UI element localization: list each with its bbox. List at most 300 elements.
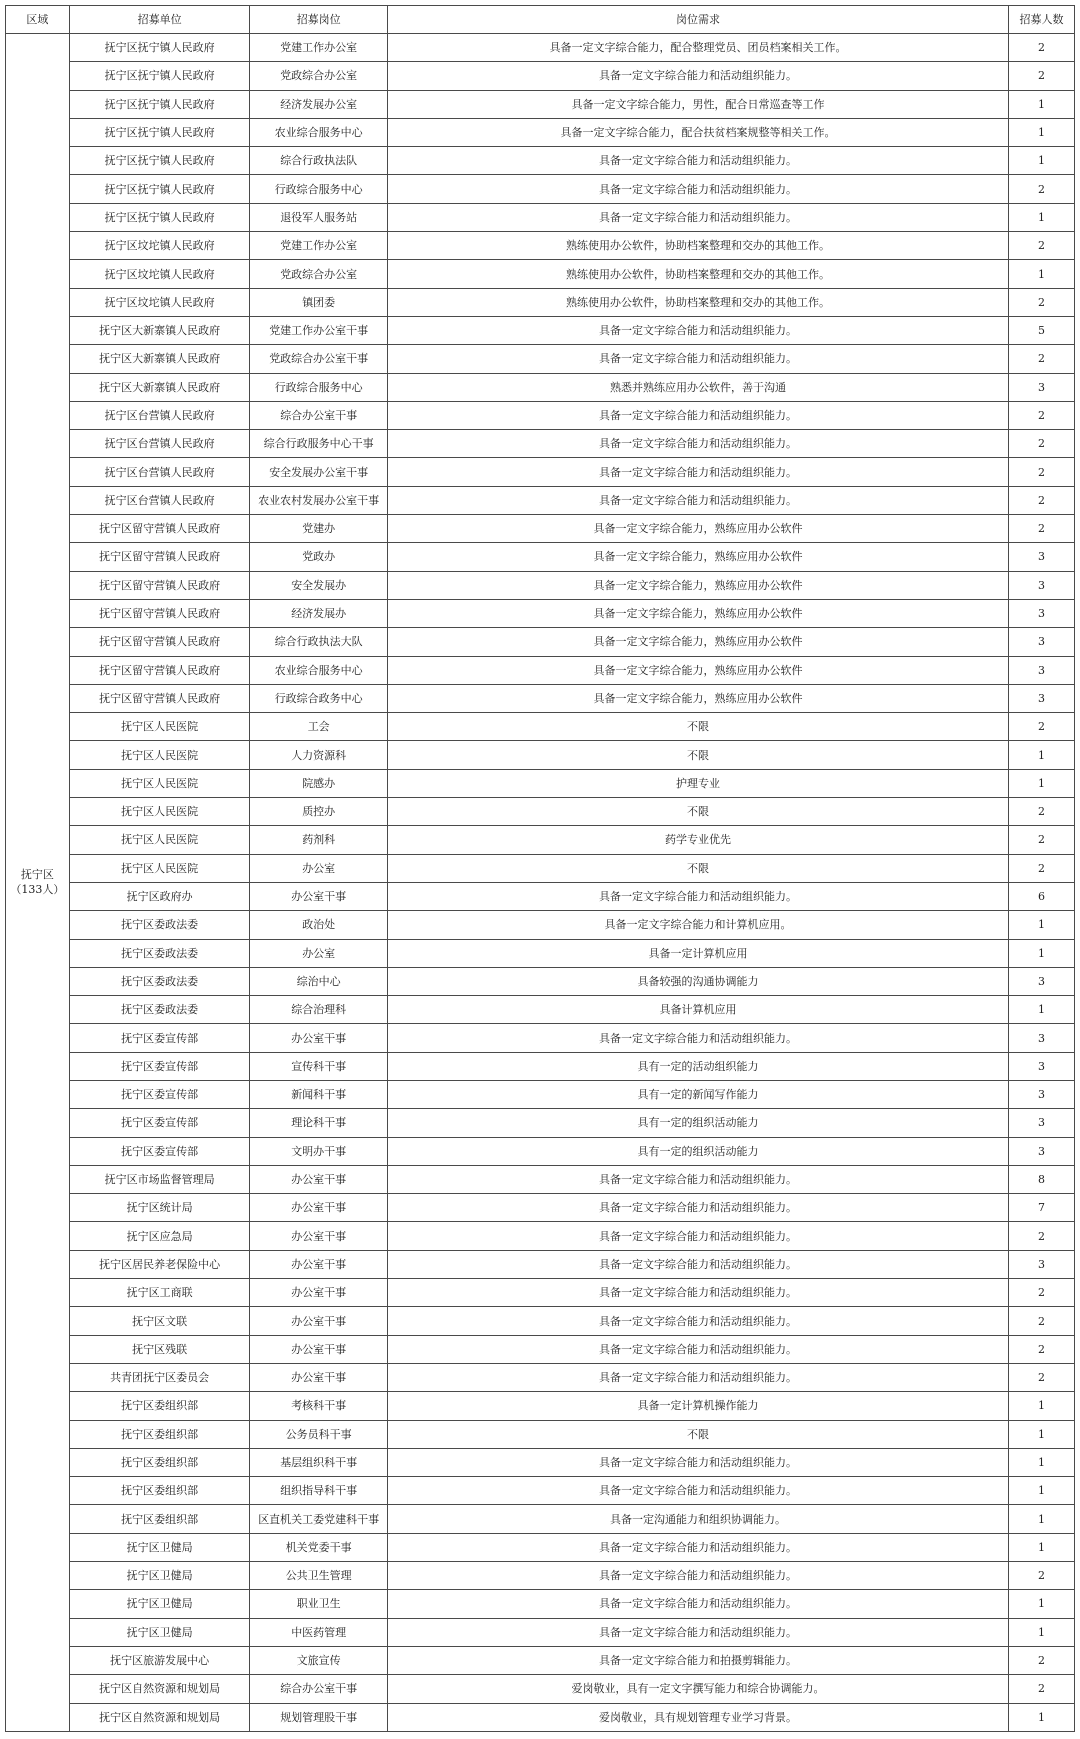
cell-position: 农业综合服务中心 <box>250 118 388 146</box>
cell-requirement: 爱岗敬业，具有一定文字撰写能力和综合协调能力。 <box>388 1675 1009 1703</box>
cell-unit: 抚宁区委政法委 <box>69 996 250 1024</box>
cell-unit: 抚宁区委政法委 <box>69 939 250 967</box>
cell-unit: 抚宁区抚宁镇人民政府 <box>69 203 250 231</box>
cell-position: 工会 <box>250 713 388 741</box>
cell-unit: 共青团抚宁区委员会 <box>69 1363 250 1391</box>
cell-position: 经济发展办公室 <box>250 90 388 118</box>
cell-unit: 抚宁区委组织部 <box>69 1448 250 1476</box>
table-row <box>6 1477 1075 1505</box>
cell-count: 1 <box>1008 911 1074 939</box>
cell-position: 综合办公室干事 <box>250 1675 388 1703</box>
cell-count: 2 <box>1008 826 1074 854</box>
table-row <box>6 62 1075 90</box>
cell-unit: 抚宁区统计局 <box>69 1194 250 1222</box>
cell-requirement: 不限 <box>388 1420 1009 1448</box>
cell-requirement: 具备一定文字综合能力，配合扶贫档案规整等相关工作。 <box>388 118 1009 146</box>
cell-position: 办公室干事 <box>250 1024 388 1052</box>
cell-unit: 抚宁区委组织部 <box>69 1505 250 1533</box>
cell-position: 党政综合办公室 <box>250 62 388 90</box>
cell-requirement: 具备一定文字综合能力，男性，配合日常巡查等工作 <box>388 90 1009 118</box>
cell-count: 1 <box>1008 1448 1074 1476</box>
cell-unit: 抚宁区委政法委 <box>69 911 250 939</box>
table-row <box>6 1533 1075 1561</box>
cell-position: 文明办干事 <box>250 1137 388 1165</box>
cell-position: 办公室干事 <box>250 1307 388 1335</box>
cell-unit: 抚宁区自然资源和规划局 <box>69 1675 250 1703</box>
table-row <box>6 798 1075 826</box>
cell-position: 办公室干事 <box>250 1363 388 1391</box>
cell-requirement: 具备一定文字综合能力和活动组织能力。 <box>388 486 1009 514</box>
cell-requirement: 具备一定文字综合能力和活动组织能力。 <box>388 401 1009 429</box>
cell-position: 党政综合办公室 <box>250 260 388 288</box>
table-row <box>6 684 1075 712</box>
cell-unit: 抚宁区大新寨镇人民政府 <box>69 316 250 344</box>
cell-requirement: 具备一定文字综合能力和活动组织能力。 <box>388 345 1009 373</box>
cell-position: 行政综合服务中心 <box>250 373 388 401</box>
cell-count: 1 <box>1008 1703 1074 1731</box>
cell-requirement: 具备一定文字综合能力，熟练应用办公软件 <box>388 543 1009 571</box>
table-row <box>6 373 1075 401</box>
cell-unit: 抚宁区台营镇人民政府 <box>69 458 250 486</box>
cell-position: 办公室干事 <box>250 1279 388 1307</box>
cell-count: 1 <box>1008 118 1074 146</box>
cell-requirement: 具备一定文字综合能力和计算机应用。 <box>388 911 1009 939</box>
cell-unit: 抚宁区抚宁镇人民政府 <box>69 90 250 118</box>
header-unit: 招募单位 <box>69 6 250 34</box>
cell-position: 行政综合政务中心 <box>250 684 388 712</box>
cell-requirement: 具备一定文字综合能力和活动组织能力。 <box>388 430 1009 458</box>
region-count: （133人） <box>10 883 65 897</box>
cell-count: 3 <box>1008 1024 1074 1052</box>
cell-unit: 抚宁区留守营镇人民政府 <box>69 515 250 543</box>
cell-unit: 抚宁区台营镇人民政府 <box>69 430 250 458</box>
table-row <box>6 826 1075 854</box>
cell-position: 综合治理科 <box>250 996 388 1024</box>
cell-unit: 抚宁区卫健局 <box>69 1562 250 1590</box>
cell-position: 公务员科干事 <box>250 1420 388 1448</box>
table-row <box>6 515 1075 543</box>
cell-position: 安全发展办公室干事 <box>250 458 388 486</box>
table-row <box>6 1618 1075 1646</box>
cell-unit: 抚宁区留守营镇人民政府 <box>69 543 250 571</box>
cell-unit: 抚宁区政府办 <box>69 882 250 910</box>
cell-requirement: 具备一定文字综合能力，配合整理党员、团员档案相关工作。 <box>388 34 1009 62</box>
cell-position: 综合行政服务中心干事 <box>250 430 388 458</box>
cell-unit: 抚宁区卫健局 <box>69 1618 250 1646</box>
cell-requirement: 具备一定文字综合能力，熟练应用办公软件 <box>388 684 1009 712</box>
table-row <box>6 458 1075 486</box>
cell-count: 2 <box>1008 1646 1074 1674</box>
cell-unit: 抚宁区坟坨镇人民政府 <box>69 288 250 316</box>
table-row <box>6 1307 1075 1335</box>
cell-count: 3 <box>1008 684 1074 712</box>
table-row <box>6 571 1075 599</box>
cell-position: 办公室干事 <box>250 1194 388 1222</box>
cell-count: 2 <box>1008 430 1074 458</box>
cell-position: 规划管理股干事 <box>250 1703 388 1731</box>
cell-position: 经济发展办 <box>250 599 388 627</box>
cell-position: 考核科干事 <box>250 1392 388 1420</box>
cell-requirement: 具备一定文字综合能力和拍摄剪辑能力。 <box>388 1646 1009 1674</box>
cell-requirement: 具备一定文字综合能力和活动组织能力。 <box>388 203 1009 231</box>
cell-position: 综合行政执法队 <box>250 147 388 175</box>
table-row <box>6 996 1075 1024</box>
cell-count: 6 <box>1008 882 1074 910</box>
cell-count: 2 <box>1008 232 1074 260</box>
cell-position: 综治中心 <box>250 967 388 995</box>
cell-requirement: 具备一定文字综合能力和活动组织能力。 <box>388 1590 1009 1618</box>
cell-requirement: 不限 <box>388 798 1009 826</box>
table-row <box>6 967 1075 995</box>
cell-unit: 抚宁区自然资源和规划局 <box>69 1703 250 1731</box>
cell-count: 1 <box>1008 90 1074 118</box>
cell-position: 综合办公室干事 <box>250 401 388 429</box>
cell-requirement: 具备一定计算机操作能力 <box>388 1392 1009 1420</box>
table-row <box>6 713 1075 741</box>
cell-count: 3 <box>1008 656 1074 684</box>
cell-count: 2 <box>1008 798 1074 826</box>
cell-unit: 抚宁区大新寨镇人民政府 <box>69 373 250 401</box>
cell-position: 党建工作办公室 <box>250 34 388 62</box>
table-row <box>6 911 1075 939</box>
cell-count: 3 <box>1008 373 1074 401</box>
cell-requirement: 具有一定的新闻写作能力 <box>388 1080 1009 1108</box>
table-row <box>6 1363 1075 1391</box>
cell-count: 2 <box>1008 1335 1074 1363</box>
cell-unit: 抚宁区旅游发展中心 <box>69 1646 250 1674</box>
cell-count: 2 <box>1008 1363 1074 1391</box>
cell-position: 文旅宣传 <box>250 1646 388 1674</box>
region-name: 抚宁区 <box>20 868 54 882</box>
cell-requirement: 具有一定的活动组织能力 <box>388 1052 1009 1080</box>
cell-unit: 抚宁区卫健局 <box>69 1533 250 1561</box>
table-row <box>6 1703 1075 1731</box>
cell-count: 1 <box>1008 1533 1074 1561</box>
cell-unit: 抚宁区大新寨镇人民政府 <box>69 345 250 373</box>
cell-count: 1 <box>1008 260 1074 288</box>
cell-count: 2 <box>1008 713 1074 741</box>
cell-position: 区直机关工委党建科干事 <box>250 1505 388 1533</box>
cell-count: 2 <box>1008 1562 1074 1590</box>
table-row <box>6 656 1075 684</box>
cell-unit: 抚宁区居民养老保险中心 <box>69 1250 250 1278</box>
cell-unit: 抚宁区留守营镇人民政府 <box>69 628 250 656</box>
cell-count: 1 <box>1008 1420 1074 1448</box>
cell-unit: 抚宁区抚宁镇人民政府 <box>69 34 250 62</box>
cell-requirement: 具备一定文字综合能力，熟练应用办公软件 <box>388 628 1009 656</box>
cell-requirement: 具备一定文字综合能力和活动组织能力。 <box>388 316 1009 344</box>
cell-position: 综合行政执法大队 <box>250 628 388 656</box>
cell-count: 2 <box>1008 288 1074 316</box>
table-row <box>6 1562 1075 1590</box>
cell-position: 办公室干事 <box>250 1250 388 1278</box>
cell-position: 党政办 <box>250 543 388 571</box>
table-body <box>6 34 1075 1732</box>
cell-position: 公共卫生管理 <box>250 1562 388 1590</box>
cell-unit: 抚宁区委宣传部 <box>69 1080 250 1108</box>
table-row <box>6 1335 1075 1363</box>
table-row <box>6 1194 1075 1222</box>
cell-position: 退役军人服务站 <box>250 203 388 231</box>
cell-count: 1 <box>1008 1618 1074 1646</box>
cell-requirement: 具备一定文字综合能力和活动组织能力。 <box>388 882 1009 910</box>
table-row <box>6 1080 1075 1108</box>
cell-unit: 抚宁区委组织部 <box>69 1420 250 1448</box>
header-count: 招募人数 <box>1008 6 1074 34</box>
table-row <box>6 741 1075 769</box>
cell-requirement: 爱岗敬业，具有规划管理专业学习背景。 <box>388 1703 1009 1731</box>
cell-position: 农业农村发展办公室干事 <box>250 486 388 514</box>
cell-requirement: 具有一定的组织活动能力 <box>388 1109 1009 1137</box>
cell-requirement: 具备一定沟通能力和组织协调能力。 <box>388 1505 1009 1533</box>
cell-unit: 抚宁区抚宁镇人民政府 <box>69 118 250 146</box>
cell-position: 办公室 <box>250 939 388 967</box>
table-row <box>6 203 1075 231</box>
table-row <box>6 1420 1075 1448</box>
cell-requirement: 具备一定文字综合能力，熟练应用办公软件 <box>388 599 1009 627</box>
cell-count: 2 <box>1008 345 1074 373</box>
recruitment-table <box>5 5 1075 1732</box>
cell-unit: 抚宁区人民医院 <box>69 854 250 882</box>
cell-requirement: 具备一定文字综合能力和活动组织能力。 <box>388 175 1009 203</box>
cell-count: 1 <box>1008 1392 1074 1420</box>
cell-count: 2 <box>1008 401 1074 429</box>
cell-unit: 抚宁区坟坨镇人民政府 <box>69 260 250 288</box>
cell-count: 2 <box>1008 486 1074 514</box>
table-row <box>6 628 1075 656</box>
table-row <box>6 1505 1075 1533</box>
cell-unit: 抚宁区抚宁镇人民政府 <box>69 147 250 175</box>
table-row <box>6 232 1075 260</box>
cell-count: 1 <box>1008 147 1074 175</box>
table-row <box>6 401 1075 429</box>
cell-requirement: 具备一定文字综合能力和活动组织能力。 <box>388 1165 1009 1193</box>
cell-position: 党建办 <box>250 515 388 543</box>
cell-unit: 抚宁区工商联 <box>69 1279 250 1307</box>
cell-unit: 抚宁区委宣传部 <box>69 1024 250 1052</box>
cell-requirement: 具备一定文字综合能力和活动组织能力。 <box>388 1250 1009 1278</box>
cell-unit: 抚宁区人民医院 <box>69 713 250 741</box>
cell-unit: 抚宁区应急局 <box>69 1222 250 1250</box>
cell-unit: 抚宁区留守营镇人民政府 <box>69 656 250 684</box>
cell-unit: 抚宁区委宣传部 <box>69 1137 250 1165</box>
cell-count: 1 <box>1008 1590 1074 1618</box>
cell-requirement: 具备一定文字综合能力和活动组织能力。 <box>388 1477 1009 1505</box>
cell-unit: 抚宁区留守营镇人民政府 <box>69 571 250 599</box>
table-row <box>6 882 1075 910</box>
table-row <box>6 1109 1075 1137</box>
cell-requirement: 具备一定文字综合能力，熟练应用办公软件 <box>388 571 1009 599</box>
cell-requirement: 具备一定文字综合能力和活动组织能力。 <box>388 1335 1009 1363</box>
table-row <box>6 1646 1075 1674</box>
cell-requirement: 药学专业优先 <box>388 826 1009 854</box>
table-row <box>6 1024 1075 1052</box>
cell-count: 1 <box>1008 203 1074 231</box>
cell-requirement: 具备计算机应用 <box>388 996 1009 1024</box>
cell-count: 3 <box>1008 967 1074 995</box>
cell-count: 2 <box>1008 1279 1074 1307</box>
cell-count: 1 <box>1008 939 1074 967</box>
cell-unit: 抚宁区市场监督管理局 <box>69 1165 250 1193</box>
cell-position: 中医药管理 <box>250 1618 388 1646</box>
table-row <box>6 769 1075 797</box>
header-region: 区域 <box>6 6 70 34</box>
table-row <box>6 854 1075 882</box>
cell-requirement: 具备一定文字综合能力和活动组织能力。 <box>388 147 1009 175</box>
cell-position: 理论科干事 <box>250 1109 388 1137</box>
table-row <box>6 430 1075 458</box>
cell-position: 办公室干事 <box>250 1222 388 1250</box>
cell-unit: 抚宁区委宣传部 <box>69 1109 250 1137</box>
table-row <box>6 147 1075 175</box>
header-requirement: 岗位需求 <box>388 6 1009 34</box>
cell-position: 农业综合服务中心 <box>250 656 388 684</box>
cell-position: 基层组织科干事 <box>250 1448 388 1476</box>
cell-unit: 抚宁区卫健局 <box>69 1590 250 1618</box>
cell-position: 安全发展办 <box>250 571 388 599</box>
cell-requirement: 具备一定文字综合能力，熟练应用办公软件 <box>388 515 1009 543</box>
cell-position: 镇团委 <box>250 288 388 316</box>
cell-unit: 抚宁区人民医院 <box>69 826 250 854</box>
cell-count: 2 <box>1008 458 1074 486</box>
cell-count: 3 <box>1008 1109 1074 1137</box>
table-row <box>6 175 1075 203</box>
cell-count: 3 <box>1008 1137 1074 1165</box>
cell-unit: 抚宁区委组织部 <box>69 1392 250 1420</box>
cell-position: 新闻科干事 <box>250 1080 388 1108</box>
table-row <box>6 288 1075 316</box>
cell-count: 2 <box>1008 854 1074 882</box>
cell-position: 办公室干事 <box>250 1165 388 1193</box>
cell-position: 宣传科干事 <box>250 1052 388 1080</box>
cell-requirement: 熟悉并熟练应用办公软件，善于沟通 <box>388 373 1009 401</box>
cell-count: 2 <box>1008 62 1074 90</box>
header-position: 招募岗位 <box>250 6 388 34</box>
cell-count: 5 <box>1008 316 1074 344</box>
cell-requirement: 具有一定的组织活动能力 <box>388 1137 1009 1165</box>
cell-count: 2 <box>1008 515 1074 543</box>
table-row <box>6 599 1075 627</box>
cell-position: 院感办 <box>250 769 388 797</box>
cell-unit: 抚宁区残联 <box>69 1335 250 1363</box>
table-row <box>6 1222 1075 1250</box>
cell-requirement: 具备一定文字综合能力和活动组织能力。 <box>388 1279 1009 1307</box>
cell-count: 3 <box>1008 1080 1074 1108</box>
cell-unit: 抚宁区委组织部 <box>69 1477 250 1505</box>
cell-unit: 抚宁区委政法委 <box>69 967 250 995</box>
cell-position: 办公室干事 <box>250 882 388 910</box>
table-row <box>6 1165 1075 1193</box>
cell-requirement: 具备一定文字综合能力和活动组织能力。 <box>388 1194 1009 1222</box>
cell-requirement: 熟练使用办公软件，协助档案整理和交办的其他工作。 <box>388 288 1009 316</box>
cell-unit: 抚宁区文联 <box>69 1307 250 1335</box>
cell-count: 3 <box>1008 1052 1074 1080</box>
cell-position: 政治处 <box>250 911 388 939</box>
recruitment-table-wrapper <box>5 5 1075 1732</box>
cell-position: 人力资源科 <box>250 741 388 769</box>
cell-position: 机关党委干事 <box>250 1533 388 1561</box>
cell-unit: 抚宁区人民医院 <box>69 798 250 826</box>
cell-unit: 抚宁区坟坨镇人民政府 <box>69 232 250 260</box>
cell-requirement: 具备一定文字综合能力，熟练应用办公软件 <box>388 656 1009 684</box>
cell-unit: 抚宁区台营镇人民政府 <box>69 401 250 429</box>
cell-count: 2 <box>1008 175 1074 203</box>
table-row <box>6 118 1075 146</box>
cell-count: 3 <box>1008 1250 1074 1278</box>
table-row <box>6 1137 1075 1165</box>
cell-requirement: 具备一定文字综合能力和活动组织能力。 <box>388 458 1009 486</box>
cell-requirement: 具备较强的沟通协调能力 <box>388 967 1009 995</box>
cell-requirement: 具备一定文字综合能力和活动组织能力。 <box>388 1448 1009 1476</box>
cell-count: 3 <box>1008 571 1074 599</box>
cell-requirement: 熟练使用办公软件，协助档案整理和交办的其他工作。 <box>388 232 1009 260</box>
table-row <box>6 1448 1075 1476</box>
cell-requirement: 具备一定文字综合能力和活动组织能力。 <box>388 1307 1009 1335</box>
cell-requirement: 不限 <box>388 854 1009 882</box>
cell-position: 药剂科 <box>250 826 388 854</box>
table-row <box>6 34 1075 62</box>
cell-unit: 抚宁区抚宁镇人民政府 <box>69 175 250 203</box>
cell-position: 办公室 <box>250 854 388 882</box>
cell-requirement: 不限 <box>388 713 1009 741</box>
cell-requirement: 具备一定文字综合能力和活动组织能力。 <box>388 1533 1009 1561</box>
cell-requirement: 护理专业 <box>388 769 1009 797</box>
cell-requirement: 不限 <box>388 741 1009 769</box>
cell-requirement: 具备一定文字综合能力和活动组织能力。 <box>388 1363 1009 1391</box>
cell-count: 2 <box>1008 1222 1074 1250</box>
table-row <box>6 939 1075 967</box>
cell-count: 3 <box>1008 599 1074 627</box>
cell-count: 1 <box>1008 1477 1074 1505</box>
cell-requirement: 具备一定文字综合能力和活动组织能力。 <box>388 1222 1009 1250</box>
cell-position: 党政综合办公室干事 <box>250 345 388 373</box>
cell-unit: 抚宁区留守营镇人民政府 <box>69 599 250 627</box>
table-row <box>6 1392 1075 1420</box>
cell-count: 7 <box>1008 1194 1074 1222</box>
cell-position: 办公室干事 <box>250 1335 388 1363</box>
cell-position: 职业卫生 <box>250 1590 388 1618</box>
table-row <box>6 543 1075 571</box>
table-row <box>6 1279 1075 1307</box>
table-row <box>6 1675 1075 1703</box>
cell-count: 2 <box>1008 34 1074 62</box>
cell-count: 8 <box>1008 1165 1074 1193</box>
cell-unit: 抚宁区抚宁镇人民政府 <box>69 62 250 90</box>
cell-count: 3 <box>1008 543 1074 571</box>
cell-count: 3 <box>1008 628 1074 656</box>
cell-position: 质控办 <box>250 798 388 826</box>
cell-requirement: 具备一定文字综合能力和活动组织能力。 <box>388 62 1009 90</box>
cell-unit: 抚宁区留守营镇人民政府 <box>69 684 250 712</box>
cell-count: 1 <box>1008 996 1074 1024</box>
cell-position: 行政综合服务中心 <box>250 175 388 203</box>
table-header-row <box>6 6 1075 34</box>
cell-count: 2 <box>1008 1307 1074 1335</box>
table-row <box>6 316 1075 344</box>
cell-position: 党建工作办公室 <box>250 232 388 260</box>
cell-requirement: 具备一定文字综合能力和活动组织能力。 <box>388 1024 1009 1052</box>
cell-unit: 抚宁区人民医院 <box>69 741 250 769</box>
table-row <box>6 1052 1075 1080</box>
cell-requirement: 具备一定文字综合能力和活动组织能力。 <box>388 1562 1009 1590</box>
cell-count: 2 <box>1008 1675 1074 1703</box>
cell-count: 1 <box>1008 769 1074 797</box>
cell-region <box>6 34 70 1732</box>
cell-unit: 抚宁区人民医院 <box>69 769 250 797</box>
cell-position: 党建工作办公室干事 <box>250 316 388 344</box>
cell-requirement: 熟练使用办公软件，协助档案整理和交办的其他工作。 <box>388 260 1009 288</box>
cell-count: 1 <box>1008 741 1074 769</box>
